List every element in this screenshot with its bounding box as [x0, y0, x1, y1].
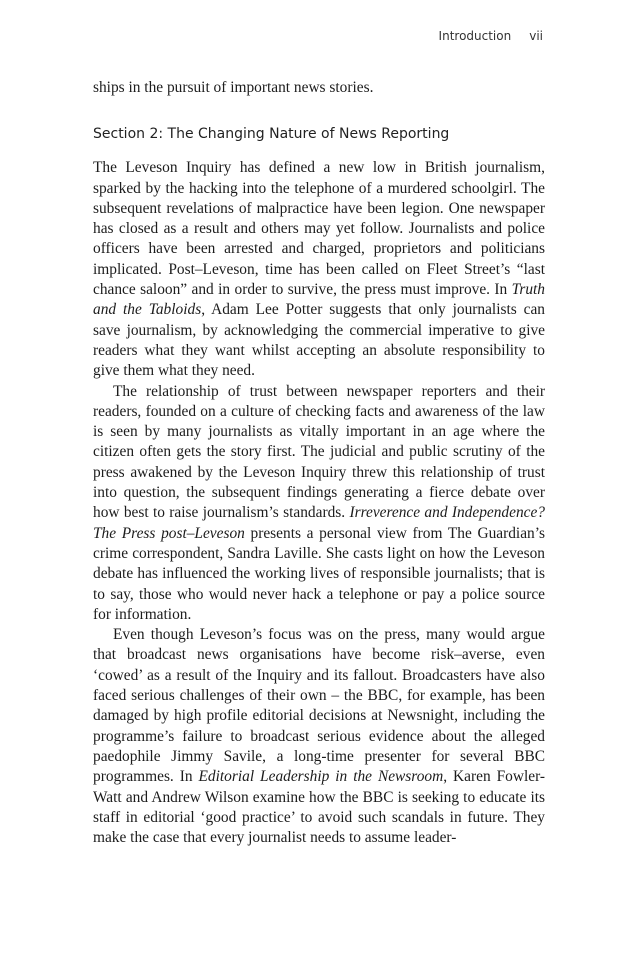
paragraph-2-text-b: presents a personal view from The Guardian’s crime correspondent, Sandra Laville. She casts light on how the Leveson debate has influenced the working lives of responsible journalists; that is to say, those who would never hack a telephone or pay a police source for information.: [93, 524, 545, 623]
running-header: [439, 29, 543, 43]
paragraph-1-text-b: , Adam Lee Potter suggests that only journalists can save journalism, by acknowledging the commercial imperative to give readers what they want whilst accepting an absolute responsibility to give them what they need.: [93, 301, 545, 380]
paragraph-1-title-truth-and-the-tabloids: Truth and the Tabloids: [93, 281, 545, 319]
page-number: vii: [529, 29, 543, 43]
carryover-line: ships in the pursuit of important news stories.: [93, 79, 374, 96]
paragraph-3-text-b: , Karen Fowler-Watt and Andrew Wilson examine how the BBC is seeking to educate its staff in editorial ‘good practice’ to avoid such scandals in future. They make the case that every journalist needs to assume leader-: [93, 768, 546, 847]
page-body: [93, 78, 545, 848]
paragraph-1-text-a: The Leveson Inquiry has defined a new low in British journalism, sparked by the hacking into the telephone of a murdered schoolgirl. The subsequent revelations of malpractice have been legion. One newspaper has closed as a result and others may yet follow. Journalists and police officers have been arrested and charged, proprietors and politicians implicated. Post–Leveson, time has been called on Fleet Street’s “last chance saloon” and in order to survive, the press must improve. In: [93, 159, 545, 299]
paragraph-2-text-a: The relationship of trust between newspaper reporters and their readers, founded on a culture of checking facts and awareness of the law is seen by many journalists as vitally important in an age where the citizen often gets the story first. The judicial and public scrutiny of the press awakened by the Leveson Inquiry threw this relationship of trust into question, the subsequent findings generating a fierce debate over how best to raise journalism’s standards.: [93, 382, 545, 522]
paragraph-2-title-irreverence: Irreverence and Independence? The Press post–Leveson: [93, 504, 546, 542]
paragraph-3-text-a: Even though Leveson’s focus was on the press, many would argue that broadcast news organisations have become risk–averse, even ‘cowed’ as a result of the Inquiry and its fallout. Broadcasters have also faced serious challenges of their own – the BBC, for example, has been damaged by high profile editorial decisions at Newsnight, including the programme’s failure to broadcast serious evidence about the alleged paedophile Jimmy Savile, a long-time presenter for several BBC programmes. In: [93, 626, 545, 786]
paragraph-3-title-editorial-leadership: Editorial Leadership in the Newsroom: [198, 768, 444, 786]
paragraph-2: [93, 382, 545, 626]
paragraph-1: [93, 158, 545, 381]
running-head-title: Introduction: [438, 29, 512, 43]
section-heading: Section 2: The Changing Nature of News Reporting: [93, 126, 450, 143]
paragraph-3: [93, 625, 545, 848]
